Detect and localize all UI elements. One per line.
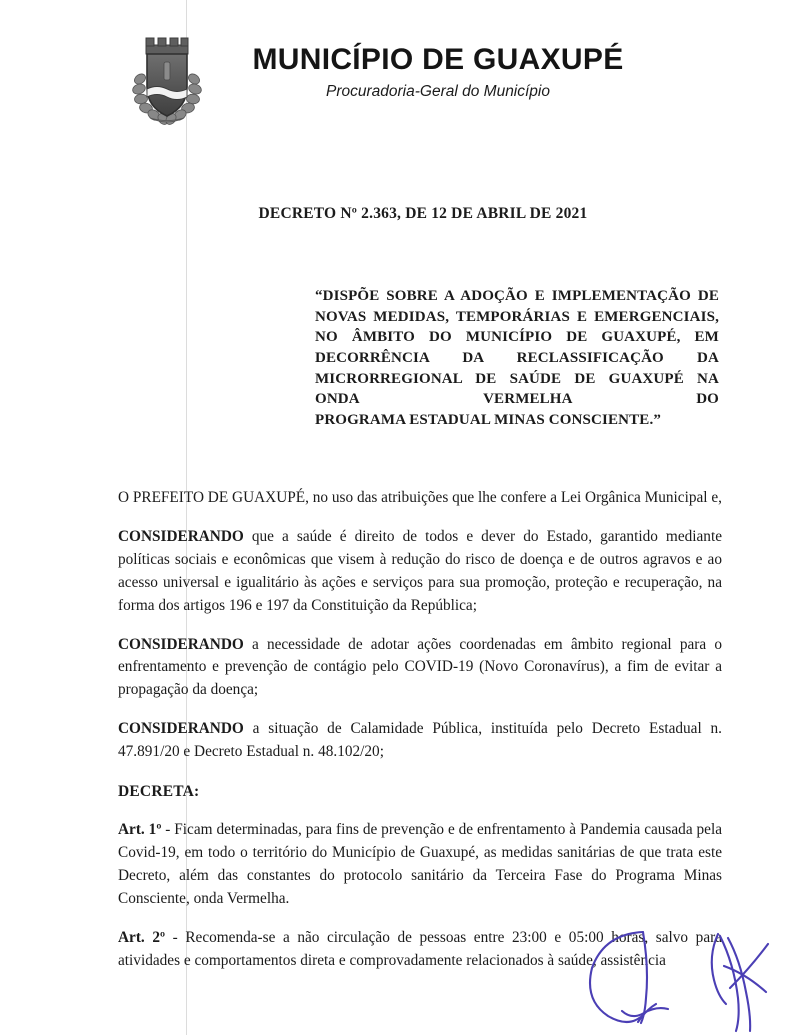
decree-number-heading: DECRETO Nº 2.363, DE 12 DE ABRIL DE 2021 xyxy=(258,205,588,222)
article-paragraph-1 xyxy=(118,819,722,911)
considerando-paragraph-1 xyxy=(118,526,722,618)
document-body xyxy=(118,205,722,973)
epigraph-last-line: PROGRAMA ESTADUAL MINAS CONSCIENTE.” xyxy=(315,412,661,429)
considerando-paragraph-2 xyxy=(118,634,722,703)
article-paragraph-2 xyxy=(118,927,722,973)
considerando-text-1: que a saúde é direito de todos e dever do Estado, garantido mediante políticas sociais e econômicas que visem à redução do risco de doença e de outros agravos e ao acesso universal e igualitário às ações e serviços para sua promoção, proteção e recuperação, na forma dos artigos 196 e 197 da Constituição da República; xyxy=(118,527,722,614)
article-text-2: - Recomenda-se a não circulação de pessoas entre 23:00 e 05:00 horas, salvo para atividades e comportamentos direta e comprovadamente relacionados à saúde, assistência xyxy=(118,929,722,970)
article-lead-1: Art. 1º xyxy=(118,821,162,839)
preamble-paragraph: O PREFEITO DE GUAXUPÉ, no uso das atribuições que lhe confere a Lei Orgânica Municipal e, xyxy=(118,488,722,506)
considerando-lead-3: CONSIDERANDO xyxy=(118,720,244,738)
decree-epigraph xyxy=(315,286,719,431)
letterhead xyxy=(0,30,800,130)
letterhead-subtitle: Procuradoria-Geral do Município xyxy=(326,82,550,100)
letterhead-text xyxy=(228,44,648,101)
considerando-text-3: a situação de Calamidade Pública, instituída pelo Decreto Estadual n. 47.891/20 e Decreto Estadual n. 48.102/20; xyxy=(118,720,722,761)
article-text-1: - Ficam determinadas, para fins de prevenção e de enfrentamento à Pandemia causada pela Covid-19, em todo o território do Município de Guaxupé, as medidas sanitárias de que trata este Decreto, além das constantes do protocolo sanitário da Terceira Fase do Programa Minas Consciente, onda Vermelha. xyxy=(118,821,722,908)
considerando-paragraph-3 xyxy=(118,718,722,764)
guaxupe-coat-of-arms-icon xyxy=(128,35,206,127)
enacting-clause: DECRETA: xyxy=(118,783,200,801)
considerando-lead-1: CONSIDERANDO xyxy=(118,527,244,545)
article-lead-2: Art. 2º xyxy=(118,929,166,947)
epigraph-body: “DISPÕE SOBRE A ADOÇÃO E IMPLEMENTAÇÃO DE NOVAS MEDIDAS, TEMPORÁRIAS E EMERGENCIAIS, NO ÂMBITO DO MUNICÍPIO DE GUAXUPÉ, EM DECORRÊNCIA DA RECLASSIFICAÇÃO DA MICRORREGIONAL DE SAÚDE DE GUAXUPÉ NA ONDA VERMELHA DO xyxy=(315,288,719,408)
letterhead-title: MUNICÍPIO DE GUAXUPÉ xyxy=(252,43,624,76)
considerando-lead-2: CONSIDERANDO xyxy=(118,635,244,653)
considerando-text-2: a necessidade de adotar ações coordenadas em âmbito regional para o enfrentamento e prevenção de contágio pelo COVID-19 (Novo Coronavírus), a fim de evitar a propagação da doença; xyxy=(118,635,722,699)
